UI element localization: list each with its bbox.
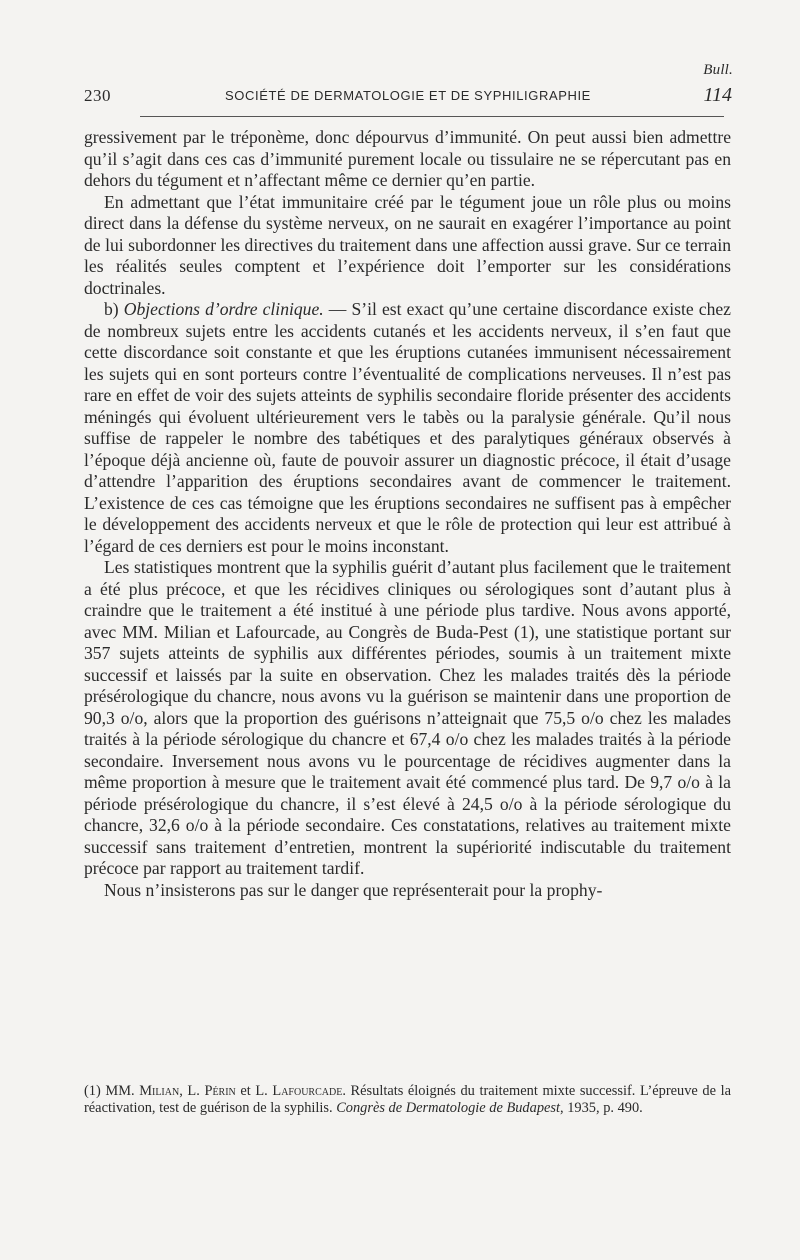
footnote-end: , 1935, p. 490. <box>560 1100 643 1116</box>
footnote-text <box>84 1083 731 1117</box>
bulletin-annotation: Bull. <box>703 62 733 78</box>
archive-number: 114 <box>703 84 732 106</box>
paragraph-3 <box>84 299 731 557</box>
section-heading: Objections d’ordre clinique. <box>123 299 324 319</box>
page-number: 230 <box>84 86 111 105</box>
footnote-journal: Congrès de Dermatologie de Budapest <box>336 1100 561 1116</box>
footnote-body: . Résultats éloignés du traitement mixte successif. L’épreuve de la réactivation, test de guérison de la syphilis. <box>84 1083 731 1116</box>
section-marker: b) <box>104 299 124 319</box>
footnote <box>84 1083 731 1117</box>
footnote-separator: , L. <box>179 1083 205 1099</box>
header-rule <box>140 116 724 117</box>
footnote-author: Lafourcade <box>272 1083 343 1099</box>
body-text <box>84 127 731 901</box>
footnote-separator: et L. <box>235 1083 273 1099</box>
footnote-author: Périn <box>204 1083 236 1099</box>
journal-title: SOCIÉTÉ DE DERMATOLOGIE ET DE SYPHILIGRAPHIE <box>225 88 591 103</box>
paragraph-5: Nous n’insisterons pas sur le danger que représenterait pour la prophy- <box>104 879 603 900</box>
paragraph-3-text: — S’il est exact qu’une certaine discordance existe chez de nombreux sujets entre les accidents cutanés et les accidents nerveux, il s’en faut que cette discordance soit constante et que les éruptions cutanées immunisent nécessairement les sujets qui en sont porteurs contre l’éventualité de complications nerveuses. Il n’est pas rare en effet de voir des sujets atteints de syphilis secondaire floride présenter des accidents méningés qui évoluent ultérieurement vers le tabès ou la paralysie générale. Qu’il nous suffise de rappeler le nombre des tabétiques et des paralytiques généraux observés à l’époque déjà ancienne où, faute de pouvoir assurer un diagnostic précoce, il était d’usage d’attendre l’apparition des éruptions secondaires avant de commencer le traitement. L’existence de ces cas témoigne que les éruptions secondaires ne suffisent pas à empêcher le développement des accidents nerveux et que le rôle de protection qui leur est attribué à l’égard de ces derniers est pour le moins inconstant. <box>84 299 731 556</box>
paragraph-1: gressivement par le tréponème, donc dépourvus d’immunité. On peut aussi bien admettre qu’il s’agit dans ces cas d’immunité purement locale ou tissulaire ne se répercutant pas en dehors du tégument et n’affectant même ce dernier qu’en partie. <box>84 127 731 190</box>
paragraph-4: Les statistiques montrent que la syphilis guérit d’autant plus facilement que le traitement a été plus précoce, et que les récidives cliniques ou sérologiques sont d’autant plus à craindre que le traitement a été institué à une période plus tardive. Nous avons apporté, avec MM. Milian et Lafourcade, au Congrès de Buda-Pest (1), une statistique portant sur 357 sujets atteints de syphilis aux différentes périodes, soumis à un traitement mixte successif et laissés par la suite en observation. Chez les malades traités dès la période présérologique du chancre, nous avons vu la guérison se maintenir dans une proportion de 90,3 o/o, alors que la proportion des guérisons n’atteignait que 75,5 o/o chez les malades traités à la période sérologique du chancre et 67,4 o/o chez les malades traités à la période secondaire. Inversement nous avons vu le pourcentage de récidives augmenter dans la même proportion à mesure que le traitement avait été commencé plus tard. De 9,7 o/o à la période présérologique du chancre, il s’est élevé à 24,5 o/o à la période sérologique du chancre, 32,6 o/o à la période secondaire. Ces constatations, relatives au traitement mixte successif sans traitement d’entretien, montrent la supériorité indiscutable du traitement précoce par rapport au traitement tardif. <box>84 557 731 878</box>
footnote-prefix: (1) MM. <box>84 1083 140 1099</box>
paragraph-2: En admettant que l’état immunitaire créé par le tégument joue un rôle plus ou moins direct dans la défense du système nerveux, on ne saurait en exagérer l’importance au point de lui subordonner les directives du traitement dans une affection aussi grave. Sur ce terrain les réalités seules comptent et l’expérience doit l’emporter sur les considérations doctrinales. <box>84 191 731 298</box>
footnote-author: Milian <box>139 1083 180 1099</box>
running-header <box>84 86 732 108</box>
